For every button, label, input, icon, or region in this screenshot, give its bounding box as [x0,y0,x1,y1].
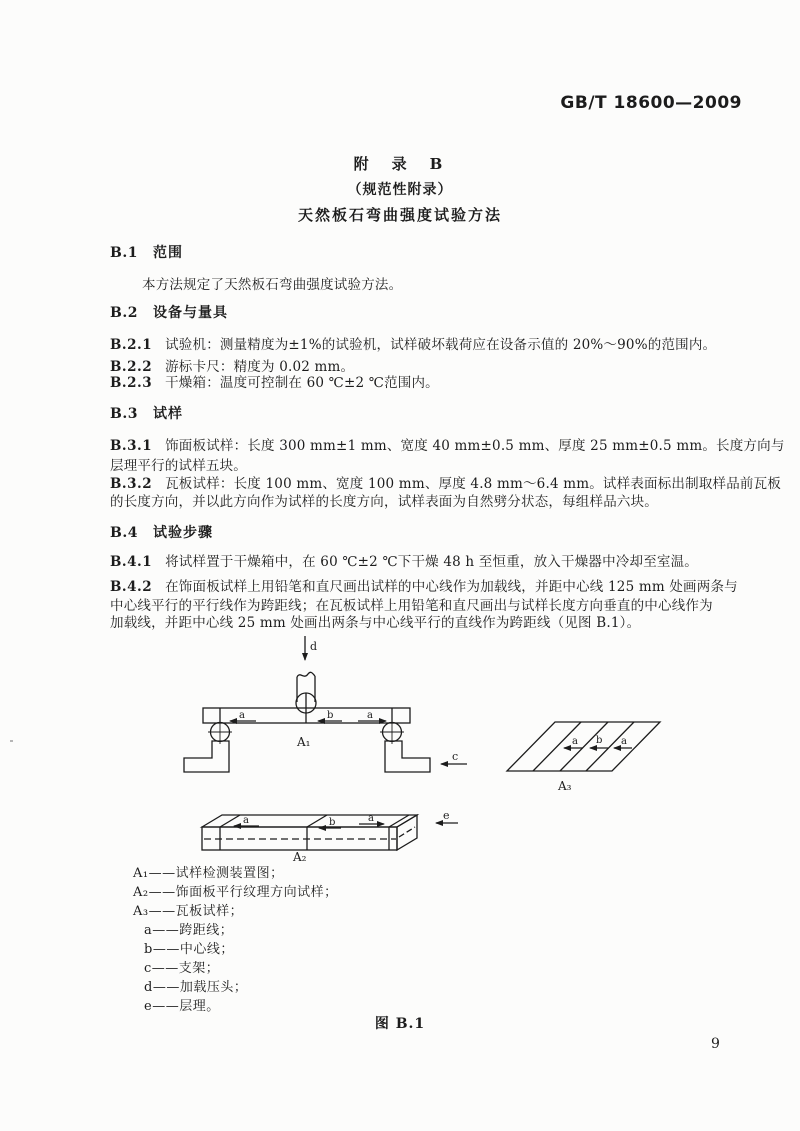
clause-b2-2-text: 游标卡尺：精度为 0.02 mm。 [165,359,355,375]
clause-b3-2-number: B.3.2 [110,476,153,492]
label-a2: A₂ [293,850,307,864]
label-a2-center: b [329,817,336,828]
clause-b3-1-continuation: 层理平行的试样五块。 [110,458,247,474]
clause-b4-2-continuation-1: 中心线平行的平行线作为跨距线；在瓦板试样上用铅笔和直尺画出与试样长度方向垂直的中心线作为 [110,598,713,614]
appendix-normative-note: （规范性附录） [347,182,453,198]
clause-b3-1 [110,436,785,456]
legend-item-a3: A₃——瓦板试样； [133,904,244,919]
figure-b1-diagram [150,632,670,868]
label-b: b [327,710,334,721]
clause-b2-3-number: B.2.3 [110,375,153,391]
legend-item-b: b——中心线； [144,942,234,957]
clause-b2-heading [110,303,228,323]
label-c: c [452,750,459,763]
label-a1: A₁ [297,735,311,749]
clause-b3-title: 试样 [152,406,183,422]
clause-b3-1-text: 饰面板试样：长度 300 mm±1 mm、宽度 40 mm±0.5 mm、厚度 25 mm±0.5 mm。长度方向与 [165,438,785,454]
tile-specimen-diagram [507,722,660,771]
appendix-title: 天然板石弯曲强度试验方法 [297,206,502,224]
label-a-right: a [367,710,373,721]
label-a3-center: b [596,735,603,746]
clause-b3-1-number: B.3.1 [110,438,153,454]
clause-b4-heading [110,523,213,543]
clause-b2-title: 设备与量具 [152,305,228,321]
test-rig-diagram [184,636,467,772]
scan-speck [10,740,13,742]
legend-item-a2: A₂——饰面板平行纹理方向试样； [133,885,338,900]
legend-item-c: c——支架； [144,961,220,976]
legend-item-d: d——加载压头； [144,980,248,995]
label-a2-span-left: a [243,815,249,826]
doc-number: GB/T 18600—2009 [560,93,742,113]
clause-b4-2-text: 在饰面板试样上用铅笔和直尺画出试样的中心线作为加载线，并距中心线 125 mm 处画两条与 [165,579,738,595]
load-head [296,672,316,723]
clause-b3-number: B.3 [110,406,138,422]
right-support [380,723,430,773]
figure-labels [239,640,627,864]
label-a2-span-right: a [368,813,374,824]
clause-b4-title: 试验步骤 [152,525,213,541]
clause-b4-1-text: 将试样置于干燥箱中，在 60 ℃±2 ℃下干燥 48 h 至恒重，放入干燥器中冷却至室温。 [165,554,699,570]
clause-b2-number: B.2 [110,305,138,321]
clause-b2-1-text: 试验机：测量精度为±1%的试验机，试样破坏载荷应在设备示值的 20%～90%的范围内。 [165,337,717,353]
clause-b1-paragraph: 本方法规定了天然板石弯曲强度试验方法。 [142,277,403,293]
clause-b2-3 [110,373,439,393]
label-e: e [443,809,450,822]
legend-item-a1: A₁——试样检测装置图； [133,866,284,881]
label-a3-span-left: a [572,736,578,747]
legend-item-e: e——层理。 [144,999,220,1014]
left-support [184,723,232,773]
clause-b1-title: 范围 [152,245,183,261]
clause-b2-1 [110,335,716,355]
figure-legend [133,864,338,1016]
clause-b3-2 [110,474,781,494]
label-d: d [310,640,318,653]
clause-b2-1-number: B.2.1 [110,337,153,353]
legend-item-a: a——跨距线； [144,923,234,938]
clause-b3-2-text: 瓦板试样：长度 100 mm、宽度 100 mm、厚度 4.8 mm～6.4 mm。试样表面标出制取样品前瓦板 [165,476,782,492]
label-a-left: a [239,710,245,721]
figure-caption: 图 B.1 [374,1016,426,1032]
clause-b3-heading [110,404,183,424]
clause-b4-2 [110,577,738,597]
label-a3: A₃ [558,779,572,793]
clause-b3-2-continuation: 的长度方向，并以此方向作为试样的长度方向，试样表面为自然劈分状态，每组样品六块。 [110,494,658,510]
clause-b4-2-continuation-2: 加载线，并距中心线 25 mm 处画出两条与中心线平行的直线作为跨距线（见图 B.1）。 [110,615,641,631]
clause-b4-1 [110,552,698,572]
clause-b2-2-number: B.2.2 [110,359,153,375]
page-number: 9 [711,1036,720,1052]
clause-b4-1-number: B.4.1 [110,554,153,570]
appendix-heading: 附 录 B [353,155,447,173]
clause-b4-2-number: B.4.2 [110,579,153,595]
clause-b1-number: B.1 [110,245,138,261]
clause-b1-heading [110,243,183,263]
clause-b2-3-text: 干燥箱：温度可控制在 60 ℃±2 ℃范围内。 [165,375,439,391]
clause-b4-number: B.4 [110,525,138,541]
label-a3-span-right: a [621,736,627,747]
